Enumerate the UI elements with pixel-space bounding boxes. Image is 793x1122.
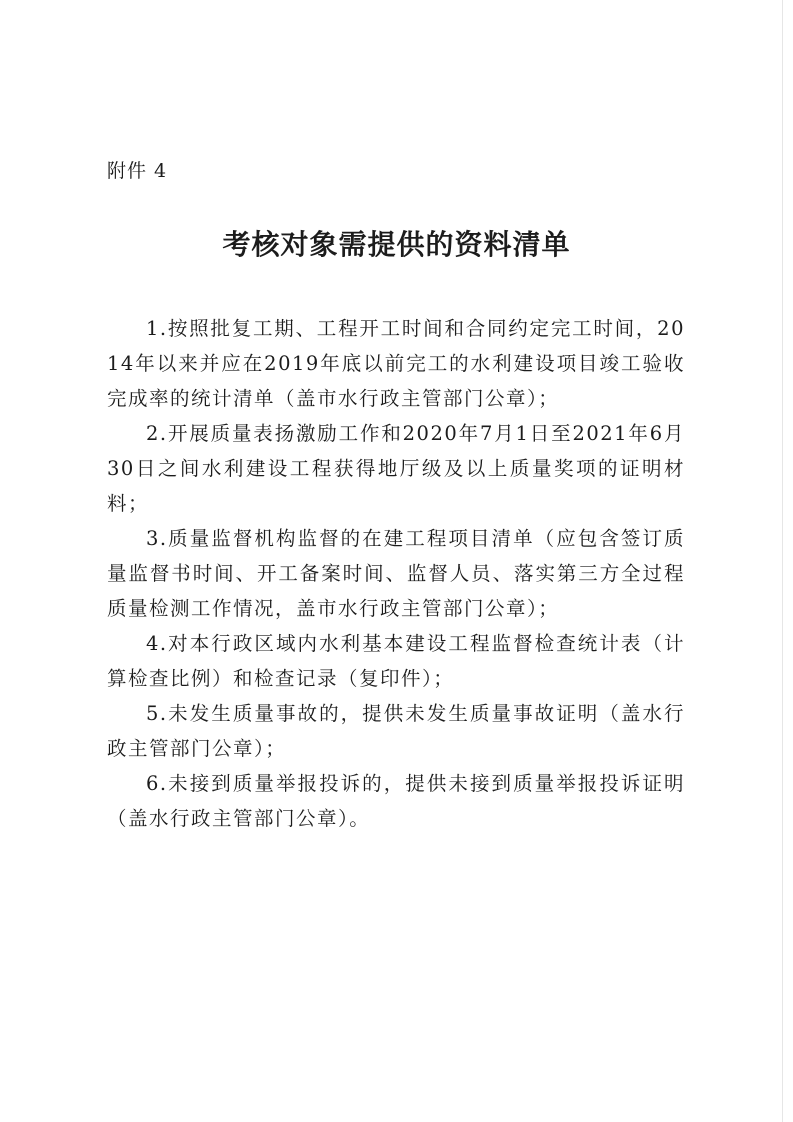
attachment-label: 附件 4 bbox=[107, 160, 168, 182]
requirements-list bbox=[107, 311, 685, 836]
requirement-item-5: 5.未发生质量事故的，提供未发生质量事故证明（盖水行政主管部门公章）； bbox=[107, 702, 685, 760]
document-title: 考核对象需提供的资料清单 bbox=[222, 228, 571, 261]
requirement-item-2: 2.开展质量表扬激励工作和2020年7月1日至2021年6月30日之间水利建设工程获得地厅级及以上质量奖项的证明材料； bbox=[107, 422, 685, 515]
requirement-item-6: 6.未接到质量举报投诉的，提供未接到质量举报投诉证明（盖水行政主管部门公章）。 bbox=[107, 772, 685, 830]
requirement-item-1: 1.按照批复工期、工程开工时间和合同约定完工时间，2014年以来并应在2019年底以前完工的水利建设项目竣工验收完成率的统计清单（盖市水行政主管部门公章）； bbox=[107, 317, 685, 410]
requirement-item-4: 4.对本行政区域内水利基本建设工程监督检查统计表（计算检查比例）和检查记录（复印件）； bbox=[107, 632, 685, 690]
page-edge-line bbox=[782, 0, 783, 1122]
requirement-item-3: 3.质量监督机构监督的在建工程项目清单（应包含签订质量监督书时间、开工备案时间、监督人员、落实第三方全过程质量检测工作情况，盖市水行政主管部门公章）； bbox=[107, 527, 685, 620]
